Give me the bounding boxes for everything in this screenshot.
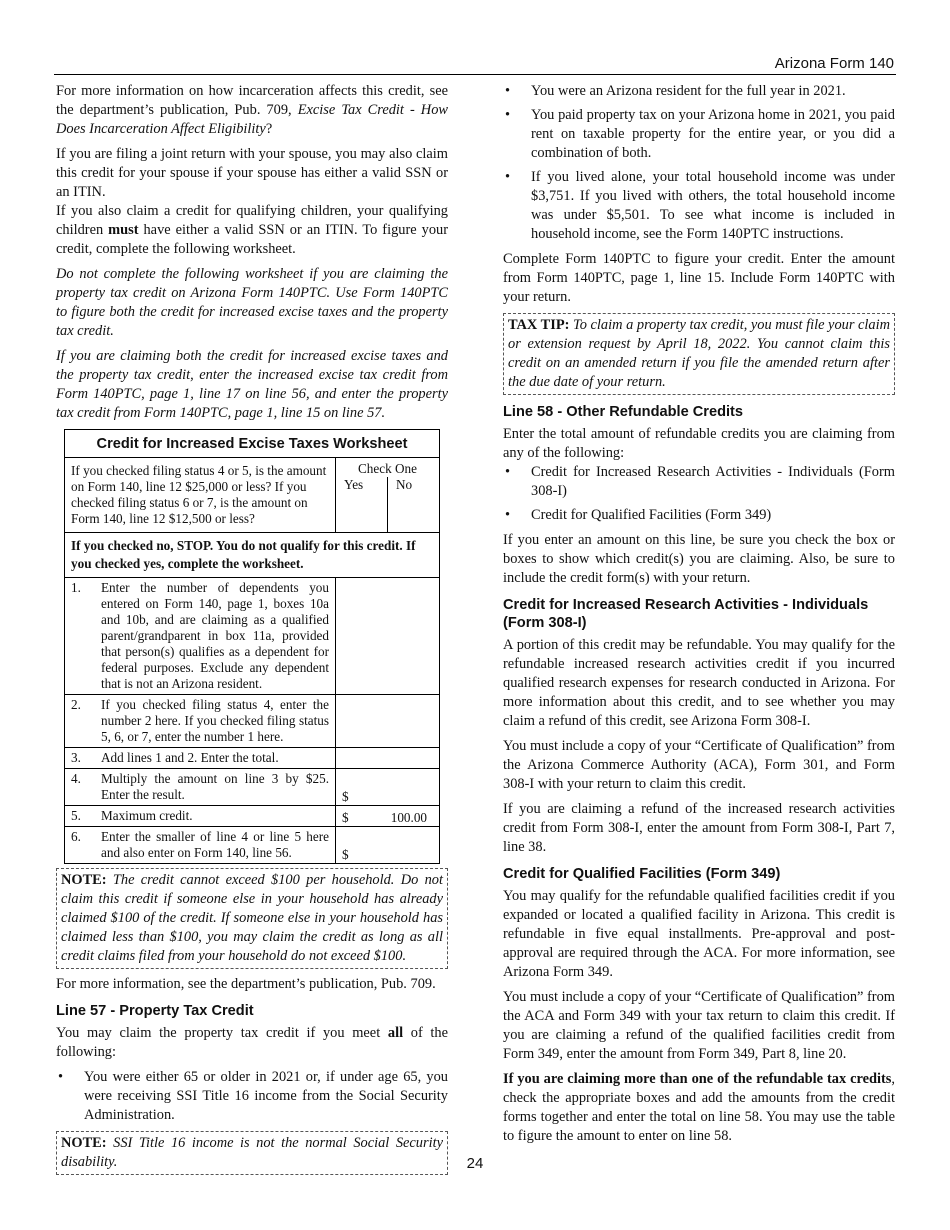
pub-709-paragraph: For more information, see the department’s publication, Pub. 709. [56,976,436,992]
ssi-note: NOTE: SSI Title 16 income is not the normal Social Security disability. [56,1131,448,1175]
worksheet-line: 1. Enter the number of dependents you entered on Form 140, page 1, boxes 10a and 10b, and are claiming as a qualified parent/grandparent in box 11a, provided that person(s) qualifies as a dependent for federal purposes. Exclude any dependent that is not an Arizona resident. [65,578,439,695]
yes-checkbox[interactable]: Yes [336,477,388,532]
check-one-label: Check One [358,461,417,476]
facilities-certificate-paragraph: You must include a copy of your “Certificate of Qualification” from the ACA and Form 349 with your tax return to claim this credit. If you are claiming a refund of the qualified facilities credit from Form 349, enter the amount from Form 349, Part 8, line 20. [503,989,895,1062]
no-checkbox[interactable]: No [396,477,413,492]
incarceration-paragraph: For more information on how incarceration affects this credit, see the department’s publication, Pub. 709, Excise Tax Credit - How Does Incarceration Affect Eligibility? [56,83,448,137]
line-58-heading: Line 58 - Other Refundable Credits [503,404,744,420]
worksheet-stop-instruction: If you checked no, STOP. You do not qualify for this credit. If you checked yes, complete the worksheet. [65,533,439,578]
worksheet-line: 2. If you checked filing status 4, enter the number 2 here. If you checked filing status 5, 6, or 7, enter the number 1 here. [65,695,439,748]
list-item: • You were either 65 or older in 2021 or, if under age 65, you were receiving SSI Title 16 income from the Social Security Administration. [56,1068,448,1125]
refundable-credits-paragraph: Enter the total amount of refundable credits you are claiming from any of the following: [503,426,895,461]
page-number: 24 [466,1155,484,1172]
research-refund-paragraph: If you are claiming a refund of the increased research activities credit from Form 308-I, enter the amount from Form 308-I, Part 7, line 38. [503,801,895,855]
form-140ptc-paragraph: Complete Form 140PTC to figure your credit. Enter the amount from Form 140PTC, page 1, line 15. Include Form 140PTC with your return. [503,251,895,305]
header-rule [54,74,896,75]
line-6-amount-field[interactable]: $ [342,847,349,862]
worksheet-line: 5. Maximum credit. $ 100.00 [65,806,439,827]
line-5-amount-field: $ 100.00 [342,810,427,825]
pub-709-title: Excise Tax Credit - How Does Incarceration Affect Eligibility [56,102,448,137]
line-2-amount-field[interactable] [336,695,439,747]
worksheet-title: Credit for Increased Excise Taxes Worksheet [65,430,439,458]
qualifying-children-paragraph: If you also claim a credit for qualifying children, your qualifying children must have either a valid SSN or an ITIN. To figure your credit, complete the following worksheet. [56,203,449,257]
joint-return-paragraph: If you are filing a joint return with your spouse, you may also claim this credit for your spouse if your spouse has either a valid SSN or an ITIN. [56,146,448,200]
left-column [56,82,448,1181]
list-item: • Credit for Qualified Facilities (Form 349) [503,506,895,525]
do-not-complete-paragraph: Do not complete the following worksheet if you are claiming the property tax credit on Arizona Form 140PTC. Use Form 140PTC to figure both the credit for increased excise taxes and the property tax credit. [56,266,448,339]
line-57-heading: Line 57 - Property Tax Credit [56,1003,254,1019]
property-tax-criteria-list-continued [503,82,895,244]
worksheet-line: 6. Enter the smaller of line 4 or line 5 here and also enter on Form 140, line 56. $ [65,827,439,863]
check-box-paragraph: If you enter an amount on this line, be sure you check the box or boxes to show which credit(s) you are claiming. Also, be sure to include the credit form(s) with your return. [503,532,895,586]
right-column [503,82,895,1152]
line-4-amount-field[interactable]: $ [342,789,349,804]
refundable-credits-list [503,463,895,525]
form-title: Arizona Form 140 [774,55,894,72]
line-1-amount-field[interactable] [336,578,439,694]
research-credit-paragraph: A portion of this credit may be refundable. You may qualify for the refundable increased research activities credit if you incurred qualified research expenses for research conducted in Arizona. For more information about this credit, and to see whether you may claim a refund of this credit, see Arizona Form 308-I. [503,637,895,729]
research-certificate-paragraph: You must include a copy of your “Certificate of Qualification” from the Arizona Commerce Authority (ACA), Form 301, and Form 308-I with your return to claim this credit. [503,738,895,792]
worksheet-eligibility-check [65,458,439,533]
facilities-credit-heading: Credit for Qualified Facilities (Form 349) [503,866,781,882]
multiple-credits-paragraph: If you are claiming more than one of the refundable tax credits, check the appropriate boxes and add the amounts from the credit forms together and enter the total on line 58. You may use the table to figure the amount to enter on line 58. [503,1071,895,1144]
property-tax-criteria-paragraph: You may claim the property tax credit if you meet all of the following: [56,1025,449,1060]
property-tax-criteria-list [56,1068,448,1125]
list-item: • You were an Arizona resident for the full year in 2021. [503,82,895,101]
worksheet-line: 4. Multiply the amount on line 3 by $25. Enter the result. $ [65,769,439,806]
line-3-amount-field[interactable] [336,748,439,768]
worksheet-line: 3. Add lines 1 and 2. Enter the total. [65,748,439,769]
list-item: • If you lived alone, your total household income was under $3,751. If you lived with others, the total household income was under $5,501. To see what income is included in household income, see the Form 140PTC instructions. [503,168,895,244]
excise-tax-worksheet [64,429,440,864]
facilities-credit-paragraph: You may qualify for the refundable qualified facilities credit if you expanded or located a qualified facility in Arizona. This credit is refundable in five equal installments. Pre-approval and post-approval are required through the ACA. For more information, see Arizona Form 349. [503,888,895,980]
list-item: • Credit for Increased Research Activities - Individuals (Form 308-I) [503,463,895,501]
tax-tip-note: TAX TIP: To claim a property tax credit, you must file your claim or extension request by April 18, 2022. You cannot claim this credit on an amended return if you file the amended return after the due date of your return. [503,313,895,395]
research-credit-heading: Credit for Increased Research Activities - Individuals (Form 308-I) [503,597,869,631]
list-item: • You paid property tax on your Arizona home in 2021, you paid rent on taxable property for the entire year, or you did a combination of both. [503,106,895,163]
check-one-box [336,458,439,532]
claiming-both-paragraph: If you are claiming both the credit for increased excise taxes and the property tax credit, enter the increased excise tax credit from Form 140PTC, page 1, line 17 on line 56, and enter the property tax credit from Form 140PTC, page 1, line 15 on line 57. [56,348,448,421]
household-limit-note: NOTE: The credit cannot exceed $100 per household. Do not claim this credit if someone else in your household has already claimed $100 of the credit. If someone else in your household has claimed less than $100, you may claim the credit as long as all credit claims filed from your household do not exceed $100. [56,868,448,969]
eligibility-question: If you checked filing status 4 or 5, is the amount on Form 140, line 12 $25,000 or less? If you checked filing status 6 or 7, is the amount on Form 140, line 12 $12,500 or less? [65,458,336,532]
